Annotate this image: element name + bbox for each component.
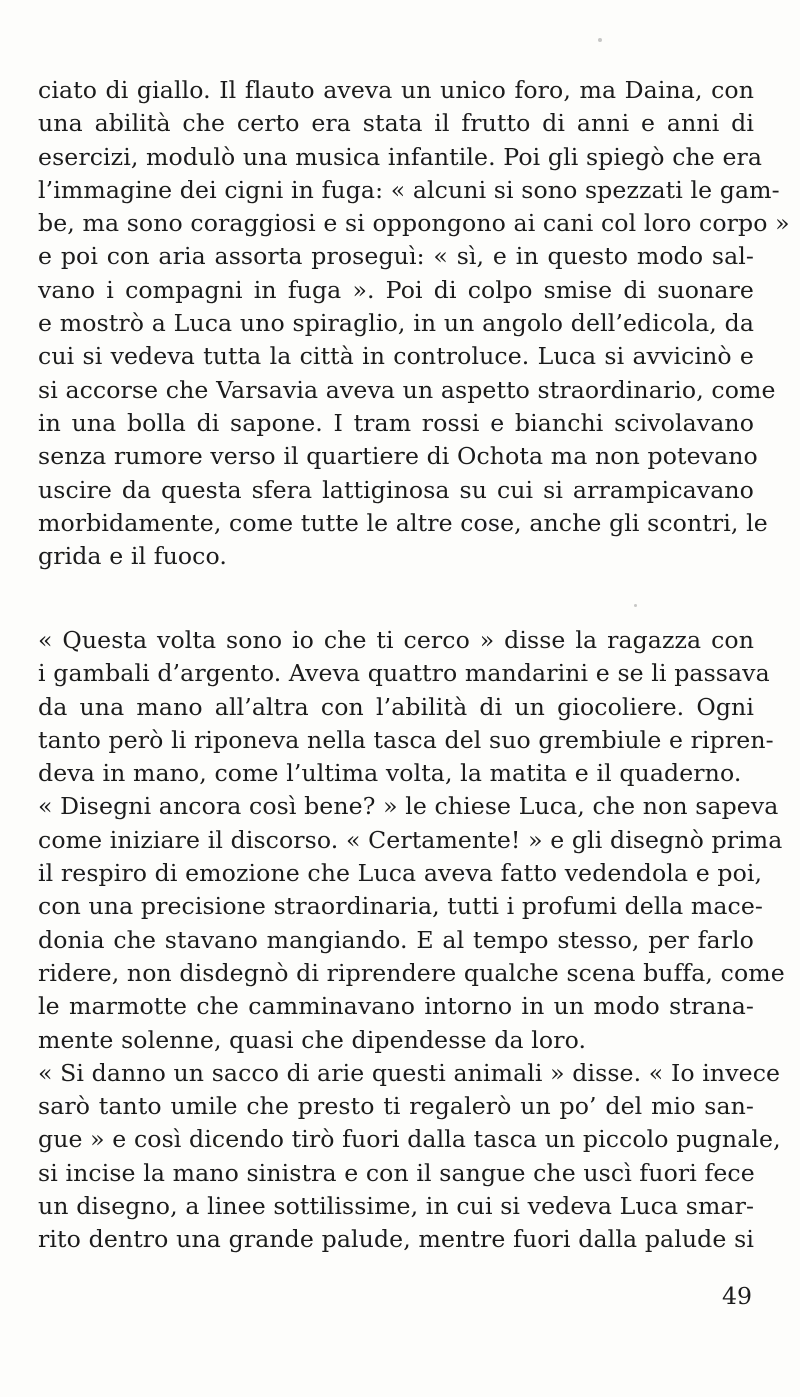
paragraph-1-line-7: vano i compagni in fuga ». Poi di colpo smise di suonare <box>38 275 754 304</box>
paragraph-1-line-1: ciato di giallo. Il flauto aveva un unico foro, ma Daina, con <box>38 76 754 104</box>
paper-speck-top <box>598 38 602 42</box>
paper-speck-middle <box>634 604 637 607</box>
paragraph-1-line-11: in una bolla di sapone. I tram rossi e bianchi scivolavano <box>38 408 754 437</box>
paragraph-2-line-10: donia che stavano mangiando. E al tempo stesso, per farlo <box>38 925 754 954</box>
paragraph-2-line-13: mente solenne, quasi che dipendesse da loro. <box>38 1025 587 1054</box>
paragraph-2 <box>38 624 785 1257</box>
paragraph-1-line-2: una abilità che certo era stata il frutto di anni e anni di <box>38 109 754 138</box>
paragraph-1-line-10: si accorse che Varsavia aveva un aspetto straordinario, come <box>38 375 776 404</box>
paragraph-2-line-12: le marmotte che camminavano intorno in un modo strana- <box>38 992 754 1021</box>
paragraph-1-line-15: grida e il fuoco. <box>38 542 227 571</box>
paragraph-2-line-9: con una precisione straordinaria, tutti i profumi della mace- <box>38 892 763 921</box>
paragraph-2-line-17: si incise la mano sinistra e con il sangue che uscì fuori fece <box>38 1158 755 1187</box>
paragraph-2-line-3: da una mano all’altra con l’abilità di un giocoliere. Ogni <box>38 692 754 721</box>
paragraph-1-line-3: esercizi, modulò una musica infantile. Poi gli spiegò che era <box>38 142 763 171</box>
paragraph-2-line-11: ridere, non disdegnò di riprendere qualche scena buffa, come <box>38 958 785 987</box>
paragraph-2-line-14: « Si danno un sacco di arie questi animali » disse. « Io invece <box>38 1058 781 1087</box>
paragraph-1-line-4: l’immagine dei cigni in fuga: « alcuni si sono spezzati le gam- <box>38 175 780 204</box>
paragraph-2-line-8: il respiro di emozione che Luca aveva fatto vedendola e poi, <box>38 859 763 888</box>
paragraph-2-line-6: « Disegni ancora così bene? » le chiese Luca, che non sapeva <box>38 792 779 821</box>
paragraph-1-line-9: cui si vedeva tutta la città in controluce. Luca si avvicinò e <box>38 342 754 371</box>
paragraph-1-line-12: senza rumore verso il quartiere di Ochota ma non potevano <box>38 442 758 471</box>
paragraph-2-line-19: rito dentro una grande palude, mentre fuori dalla palude si <box>38 1225 754 1254</box>
paragraph-1 <box>38 74 790 573</box>
paragraph-2-line-1: « Questa volta sono io che ti cerco » disse la ragazza con <box>38 626 754 654</box>
paragraph-1-line-13: uscire da questa sfera lattiginosa su cui si arrampicavano <box>38 475 754 504</box>
paragraph-1-line-14: morbidamente, come tutte le altre cose, anche gli scontri, le <box>38 508 768 537</box>
paragraph-1-line-8: e mostrò a Luca uno spiraglio, in un angolo dell’edicola, da <box>38 309 754 338</box>
paragraph-1-line-5: be, ma sono coraggiosi e si oppongono ai cani col loro corpo » <box>38 209 790 238</box>
paragraph-2-line-15: sarò tanto umile che presto ti regalerò un po’ del mio san- <box>38 1092 754 1121</box>
page-number: 49 <box>721 1282 752 1310</box>
paragraph-2-line-2: i gambali d’argento. Aveva quattro mandarini e se li passava <box>38 659 770 688</box>
paragraph-2-line-18: un disegno, a linee sottilissime, in cui si vedeva Luca smar- <box>38 1192 755 1221</box>
paragraph-2-line-7: come iniziare il discorso. « Certamente! » e gli disegnò prima <box>38 825 783 854</box>
paragraph-1-line-6: e poi con aria assorta proseguì: « sì, e in questo modo sal- <box>38 242 754 271</box>
paragraph-2-line-16: gue » e così dicendo tirò fuori dalla tasca un piccolo pugnale, <box>38 1125 781 1154</box>
paragraph-2-line-4: tanto però li riponeva nella tasca del suo grembiule e ripren- <box>38 725 774 754</box>
paragraph-2-line-5: deva in mano, come l’ultima volta, la matita e il quaderno. <box>38 759 742 788</box>
